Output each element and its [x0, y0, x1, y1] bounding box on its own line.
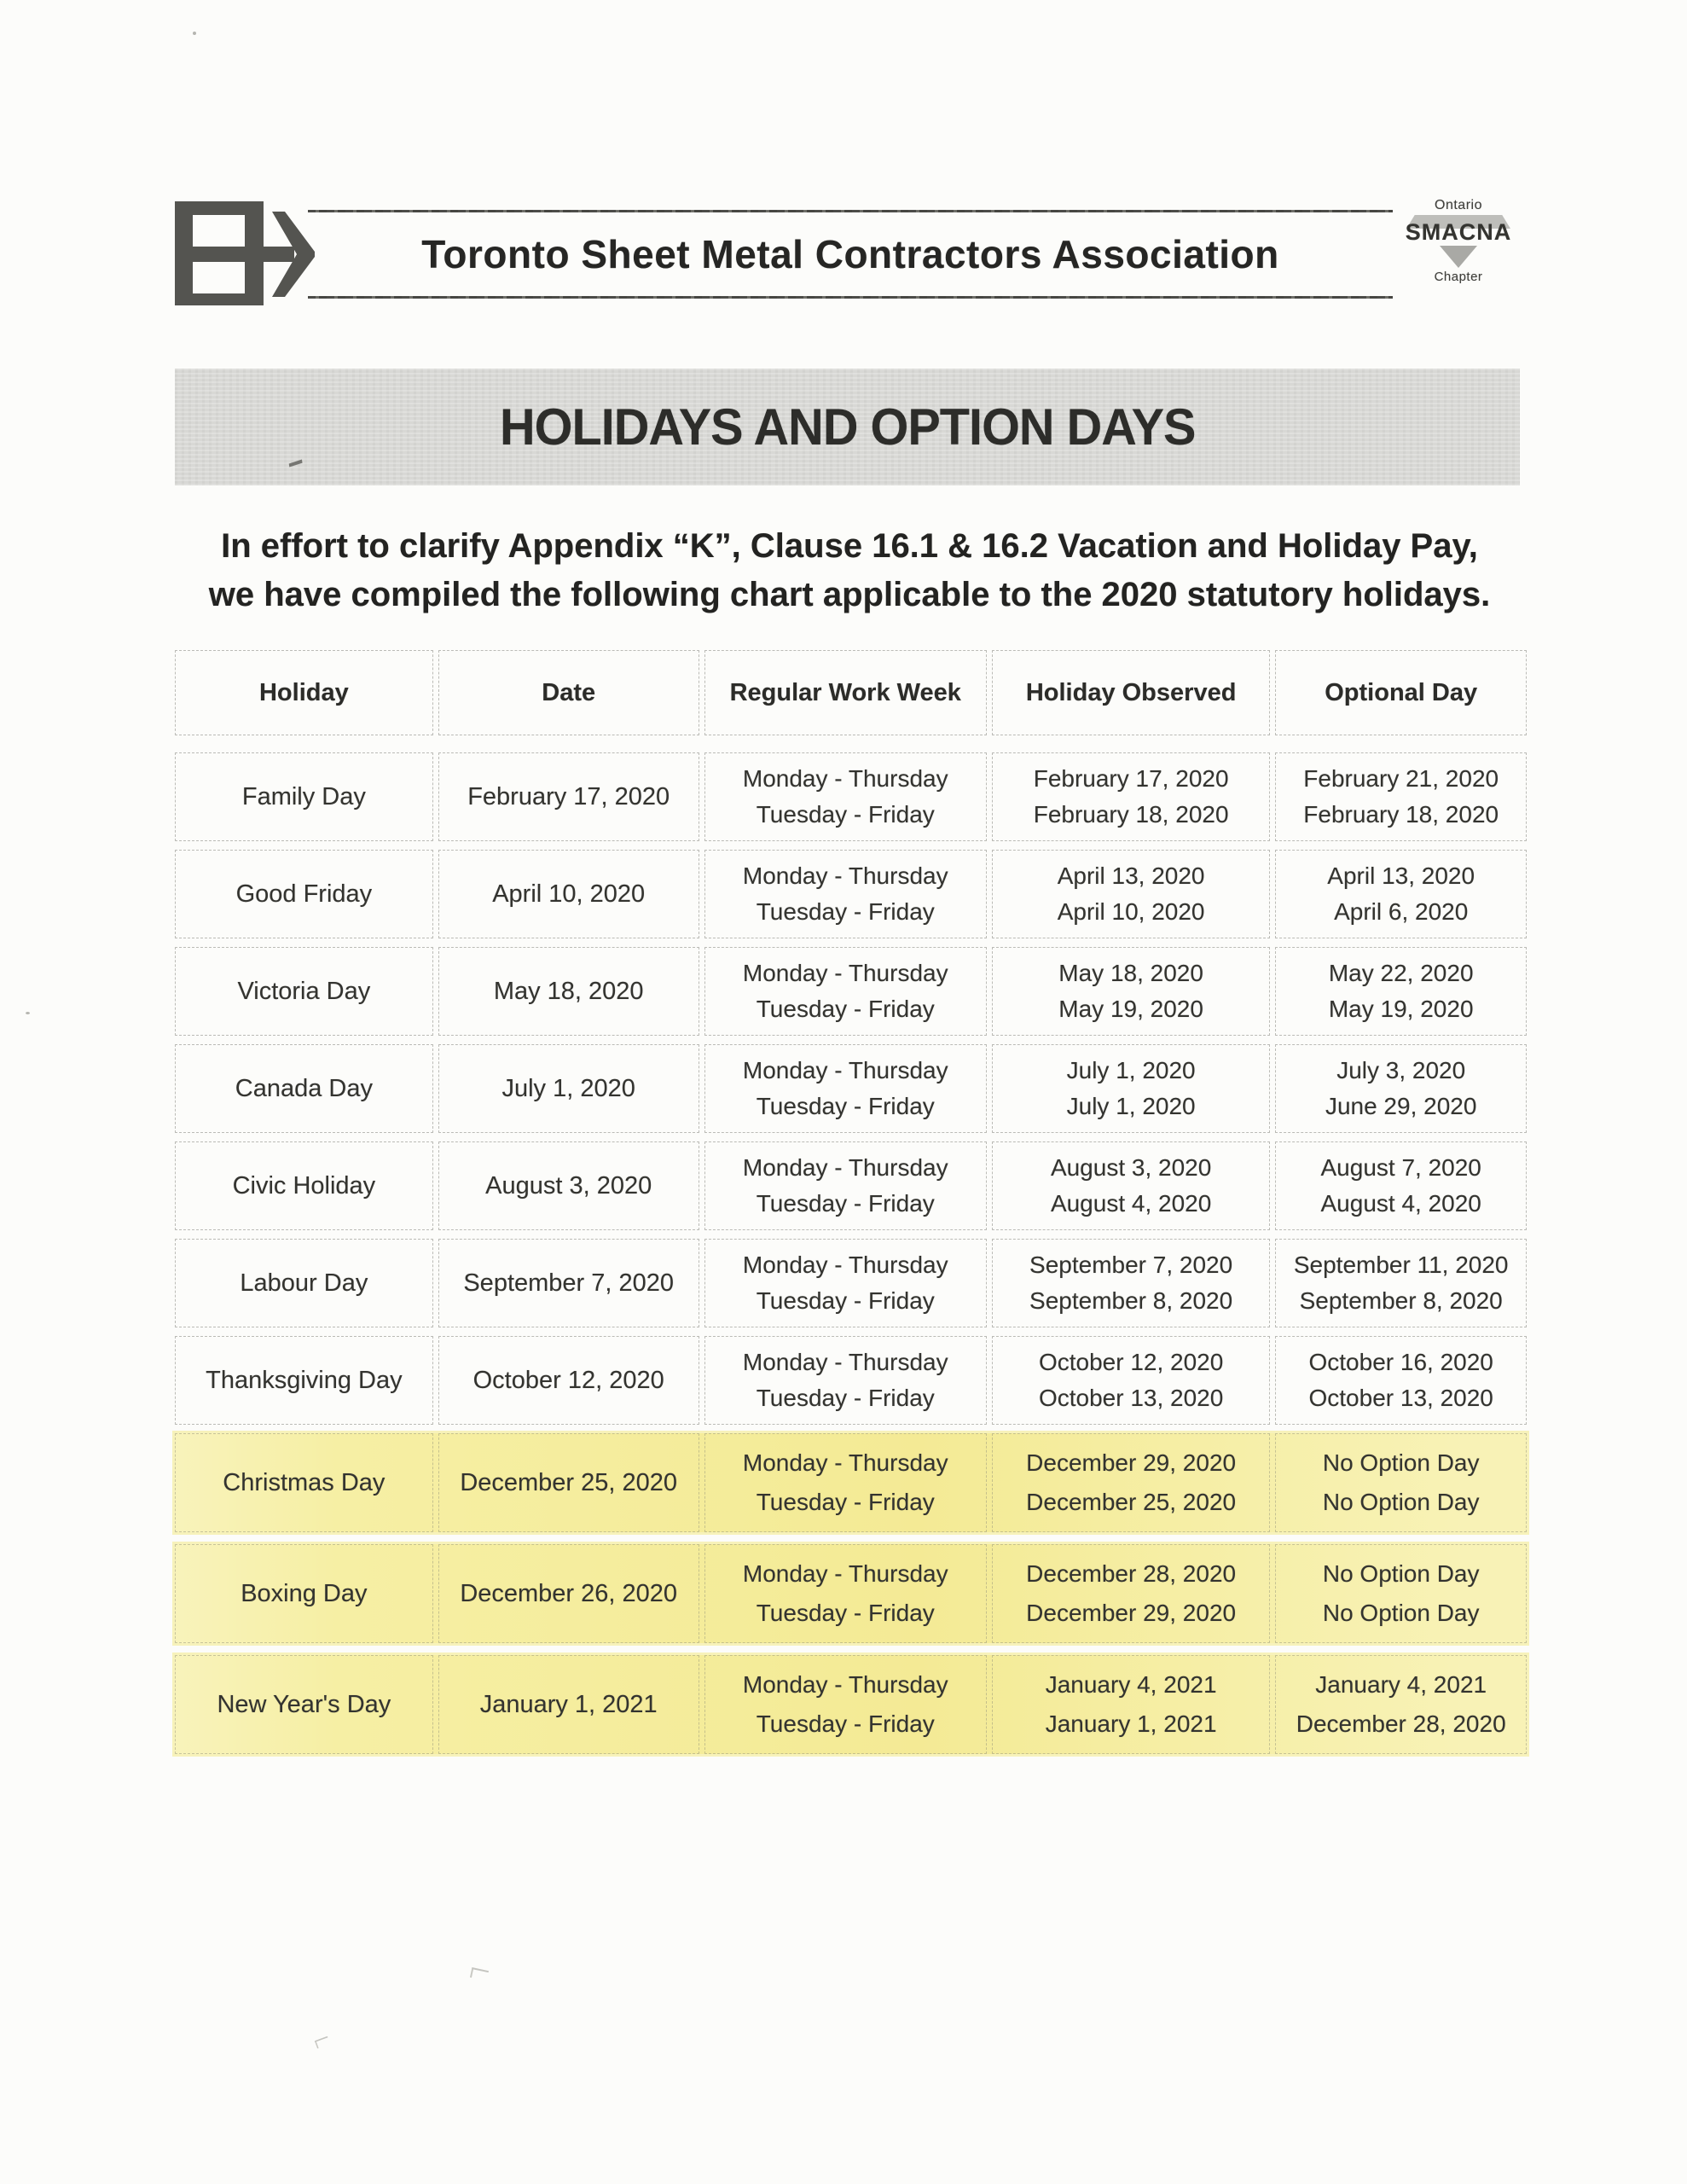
observed-line: October 13, 2020 [1038, 1385, 1224, 1411]
holiday-date: October 12, 2020 [472, 1366, 664, 1394]
holiday-date: September 7, 2020 [463, 1269, 675, 1297]
logo-arrow-shaft [193, 247, 294, 262]
table-row [175, 1433, 1527, 1532]
holiday-observed-cell [992, 1655, 1271, 1754]
work-week-cell [704, 1544, 987, 1643]
work-week-line: Tuesday - Friday [756, 801, 935, 828]
observed-line: September 7, 2020 [1029, 1252, 1233, 1278]
organization-title: Toronto Sheet Metal Contractors Association [421, 232, 1279, 276]
holiday-cell [175, 1239, 433, 1327]
optional-day-cell [1275, 947, 1527, 1036]
holiday-name: Labour Day [240, 1269, 368, 1297]
optional-line: April 6, 2020 [1334, 898, 1469, 925]
holiday-date: December 25, 2020 [460, 1468, 678, 1496]
optional-line: February 18, 2020 [1303, 801, 1499, 828]
optional-line: October 16, 2020 [1308, 1349, 1493, 1375]
holiday-cell [175, 947, 433, 1036]
letterhead-rule-bottom [308, 296, 1393, 299]
optional-day-cell [1275, 850, 1527, 938]
date-cell [438, 1433, 699, 1532]
holiday-date: August 3, 2020 [485, 1171, 652, 1199]
holiday-cell [175, 1655, 433, 1754]
document-title: HOLIDAYS AND OPTION DAYS [499, 398, 1196, 456]
observed-line: April 10, 2020 [1057, 898, 1205, 925]
holiday-observed-cell [992, 947, 1271, 1036]
table-row [175, 1239, 1527, 1327]
scan-smudge [470, 1967, 489, 1981]
observed-line: September 8, 2020 [1029, 1287, 1233, 1314]
intro-line-1: In effort to clarify Appendix “K”, Clause 16.1 & 16.2 Vacation and Holiday Pay, [221, 527, 1478, 565]
work-week-line: Monday - Thursday [742, 765, 948, 792]
optional-line: July 3, 2020 [1336, 1057, 1466, 1083]
optional-day-cell [1275, 1141, 1527, 1230]
work-week-cell [704, 752, 987, 841]
holiday-cell [175, 752, 433, 841]
holiday-observed-cell [992, 1433, 1271, 1532]
holiday-cell [175, 1336, 433, 1425]
work-week-cell [704, 1336, 987, 1425]
smacna-ontario-label: Ontario [1435, 198, 1482, 212]
holiday-observed-cell [992, 1239, 1271, 1327]
observed-line: December 25, 2020 [1026, 1489, 1237, 1515]
work-week-line: Tuesday - Friday [756, 1190, 935, 1217]
observed-line: August 4, 2020 [1050, 1190, 1212, 1217]
holiday-observed-cell [992, 850, 1271, 938]
letterhead-title-block [308, 210, 1393, 299]
date-cell [438, 1336, 699, 1425]
optional-line: December 28, 2020 [1296, 1711, 1506, 1737]
smacna-chapter-label: Chapter [1434, 270, 1483, 284]
observed-line: January 4, 2021 [1045, 1671, 1217, 1698]
work-week-line: Monday - Thursday [742, 863, 948, 889]
optional-line: October 13, 2020 [1308, 1385, 1493, 1411]
work-week-cell [704, 1044, 987, 1133]
work-week-line: Monday - Thursday [742, 960, 948, 986]
intro-line-2: we have compiled the following chart applicable to the 2020 statutory holidays. [208, 575, 1491, 613]
holiday-cell [175, 850, 433, 938]
work-week-cell [704, 850, 987, 938]
holiday-name: Civic Holiday [232, 1171, 376, 1199]
holiday-date: May 18, 2020 [493, 977, 644, 1005]
scan-smudge [315, 2036, 330, 2048]
work-week-line: Tuesday - Friday [756, 1385, 935, 1411]
date-cell [438, 1044, 699, 1133]
holiday-cell [175, 1544, 433, 1643]
optional-line: No Option Day [1322, 1489, 1480, 1515]
work-week-line: Tuesday - Friday [756, 996, 935, 1022]
observed-line: May 19, 2020 [1058, 996, 1203, 1022]
optional-day-cell [1275, 1239, 1527, 1327]
observed-line: May 18, 2020 [1058, 960, 1203, 986]
observed-line: December 29, 2020 [1026, 1600, 1237, 1626]
table-row [175, 1044, 1527, 1133]
work-week-cell [704, 1141, 987, 1230]
work-week-line: Tuesday - Friday [756, 1489, 935, 1515]
optional-line: February 21, 2020 [1303, 765, 1499, 792]
holiday-date: January 1, 2021 [479, 1690, 658, 1718]
table-row [175, 1336, 1527, 1425]
work-week-line: Monday - Thursday [742, 1154, 948, 1181]
date-cell [438, 752, 699, 841]
holiday-observed-cell [992, 1141, 1271, 1230]
table-row [175, 1544, 1527, 1643]
column-header-holiday-observed: Holiday Observed [992, 650, 1271, 735]
optional-line: May 22, 2020 [1328, 960, 1474, 986]
date-cell [438, 1655, 699, 1754]
date-cell [438, 1141, 699, 1230]
column-header-regular-work-week: Regular Work Week [704, 650, 987, 735]
holiday-name: Thanksgiving Day [206, 1366, 403, 1394]
smacna-name: SMACNA [1405, 219, 1512, 245]
table-row [175, 947, 1527, 1036]
logo-hole [193, 215, 245, 247]
holiday-date: February 17, 2020 [467, 782, 670, 810]
observed-line: August 3, 2020 [1050, 1154, 1212, 1181]
table-header-row [175, 650, 1527, 735]
table-row [175, 1655, 1527, 1754]
optional-line: January 4, 2021 [1315, 1671, 1487, 1698]
scan-speck [193, 32, 196, 35]
holiday-name: Victoria Day [237, 977, 371, 1005]
holiday-date: April 10, 2020 [492, 880, 646, 908]
optional-line: June 29, 2020 [1325, 1093, 1477, 1119]
work-week-line: Tuesday - Friday [756, 1711, 935, 1737]
holiday-name: Good Friday [235, 880, 373, 908]
work-week-cell [704, 947, 987, 1036]
work-week-line: Tuesday - Friday [756, 1600, 935, 1626]
holiday-name: Family Day [241, 782, 366, 810]
smacna-triangle-icon [1440, 246, 1477, 268]
work-week-line: Monday - Thursday [742, 1449, 948, 1476]
holiday-table [175, 650, 1527, 1766]
optional-day-cell [1275, 1655, 1527, 1754]
optional-line: April 13, 2020 [1327, 863, 1475, 889]
optional-day-cell [1275, 1433, 1527, 1532]
date-cell [438, 1544, 699, 1643]
observed-line: July 1, 2020 [1066, 1057, 1196, 1083]
holiday-name: Canada Day [235, 1074, 373, 1102]
holiday-observed-cell [992, 1544, 1271, 1643]
optional-day-cell [1275, 1544, 1527, 1643]
optional-line: May 19, 2020 [1328, 996, 1474, 1022]
column-header-optional-day: Optional Day [1275, 650, 1527, 735]
work-week-line: Monday - Thursday [742, 1252, 948, 1278]
observed-line: February 17, 2020 [1033, 765, 1229, 792]
optional-line: August 7, 2020 [1320, 1154, 1481, 1181]
holiday-observed-cell [992, 1044, 1271, 1133]
optional-line: September 8, 2020 [1299, 1287, 1503, 1314]
observed-line: July 1, 2020 [1066, 1093, 1196, 1119]
optional-day-cell [1275, 752, 1527, 841]
table-row [175, 1141, 1527, 1230]
holiday-cell [175, 1433, 433, 1532]
optional-line: No Option Day [1322, 1600, 1480, 1626]
date-cell [438, 947, 699, 1036]
holiday-observed-cell [992, 752, 1271, 841]
observed-line: February 18, 2020 [1033, 801, 1229, 828]
work-week-line: Monday - Thursday [742, 1560, 948, 1587]
optional-line: No Option Day [1322, 1560, 1480, 1587]
work-week-line: Monday - Thursday [742, 1349, 948, 1375]
optional-line: No Option Day [1322, 1449, 1480, 1476]
column-header-holiday: Holiday [175, 650, 433, 735]
optional-line: September 11, 2020 [1293, 1252, 1509, 1278]
holiday-cell [175, 1044, 433, 1133]
holiday-cell [175, 1141, 433, 1230]
date-cell [438, 850, 699, 938]
scan-speck [26, 1012, 30, 1014]
holiday-date: December 26, 2020 [460, 1579, 678, 1607]
document-title-banner [175, 369, 1520, 485]
observed-line: April 13, 2020 [1057, 863, 1205, 889]
work-week-line: Tuesday - Friday [756, 1093, 935, 1119]
observed-line: December 29, 2020 [1026, 1449, 1237, 1476]
table-body [175, 752, 1527, 1754]
date-cell [438, 1239, 699, 1327]
smacna-logo [1390, 198, 1527, 284]
letterhead [175, 196, 1527, 316]
work-week-cell [704, 1239, 987, 1327]
letterhead-rule-top [308, 210, 1393, 212]
column-header-date: Date [438, 650, 699, 735]
optional-day-cell [1275, 1336, 1527, 1425]
table-row [175, 850, 1527, 938]
holiday-name: New Year's Day [217, 1690, 391, 1718]
intro-paragraph [167, 522, 1532, 619]
work-week-cell [704, 1655, 987, 1754]
smacna-diamond-icon [1394, 215, 1522, 249]
holiday-name: Christmas Day [223, 1468, 386, 1496]
tsmca-logo-icon [175, 201, 316, 309]
observed-line: October 12, 2020 [1038, 1349, 1224, 1375]
work-week-line: Tuesday - Friday [756, 898, 935, 925]
optional-day-cell [1275, 1044, 1527, 1133]
work-week-line: Monday - Thursday [742, 1057, 948, 1083]
work-week-cell [704, 1433, 987, 1532]
optional-line: August 4, 2020 [1320, 1190, 1481, 1217]
observed-line: December 28, 2020 [1026, 1560, 1237, 1587]
logo-hole [193, 262, 245, 293]
table-row [175, 752, 1527, 841]
holiday-observed-cell [992, 1336, 1271, 1425]
holiday-date: July 1, 2020 [501, 1074, 635, 1102]
holiday-name: Boxing Day [241, 1579, 368, 1607]
observed-line: January 1, 2021 [1045, 1711, 1217, 1737]
work-week-line: Tuesday - Friday [756, 1287, 935, 1314]
work-week-line: Monday - Thursday [742, 1671, 948, 1698]
